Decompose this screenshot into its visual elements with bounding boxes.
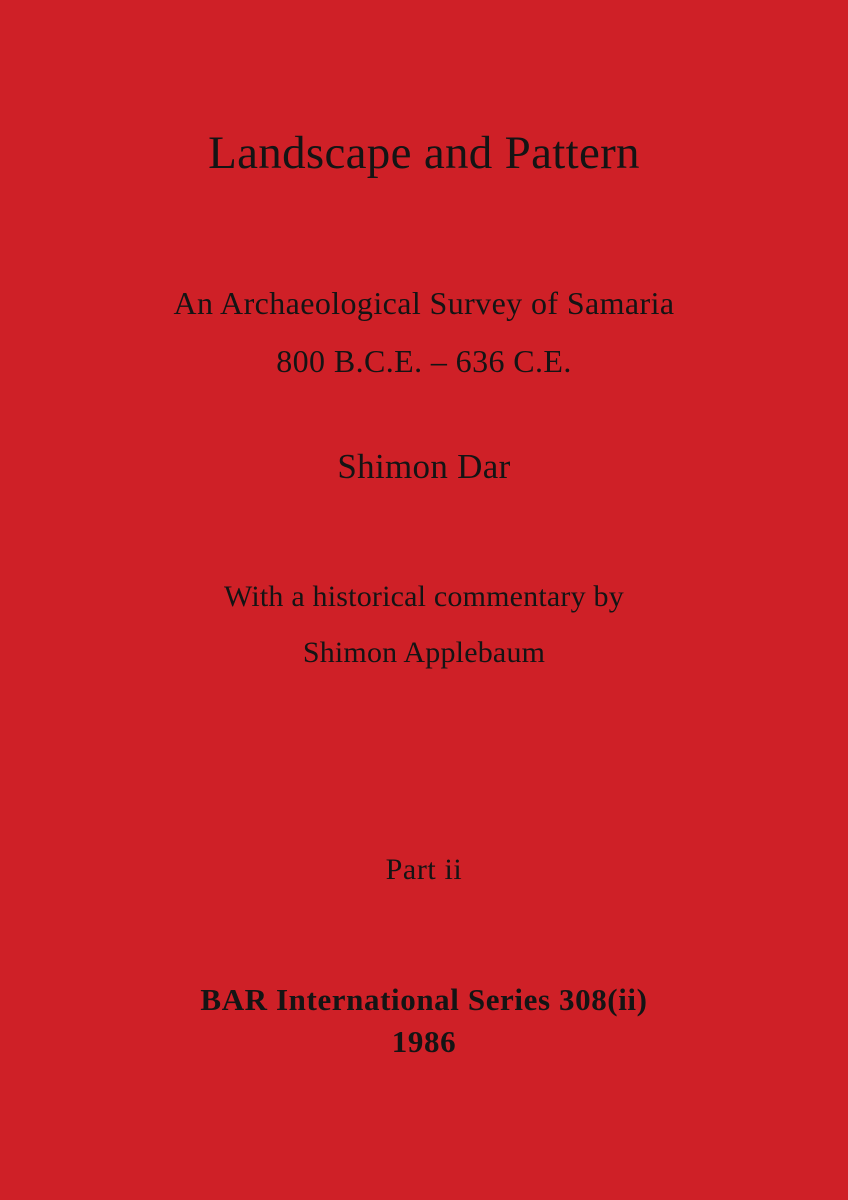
- author-block: [0, 447, 848, 487]
- publication-year: 1986: [391, 1024, 457, 1059]
- part-label: Part ii: [385, 853, 463, 886]
- series-label: BAR International Series 308(ii): [200, 982, 648, 1017]
- subtitle-block: [0, 285, 848, 381]
- subtitle-date-range: 800 B.C.E. – 636 C.E.: [276, 342, 572, 379]
- subtitle-primary: An Archaeological Survey of Samaria: [173, 285, 675, 321]
- title-block: [0, 128, 848, 180]
- page-title: Landscape and Pattern: [208, 127, 640, 179]
- series-block: [0, 982, 848, 1060]
- author-name: Shimon Dar: [337, 447, 511, 486]
- commentary-block: [0, 578, 848, 671]
- part-block: [0, 853, 848, 887]
- commentary-author-name: Shimon Applebaum: [302, 635, 546, 669]
- commentary-credit: With a historical commentary by: [224, 580, 624, 613]
